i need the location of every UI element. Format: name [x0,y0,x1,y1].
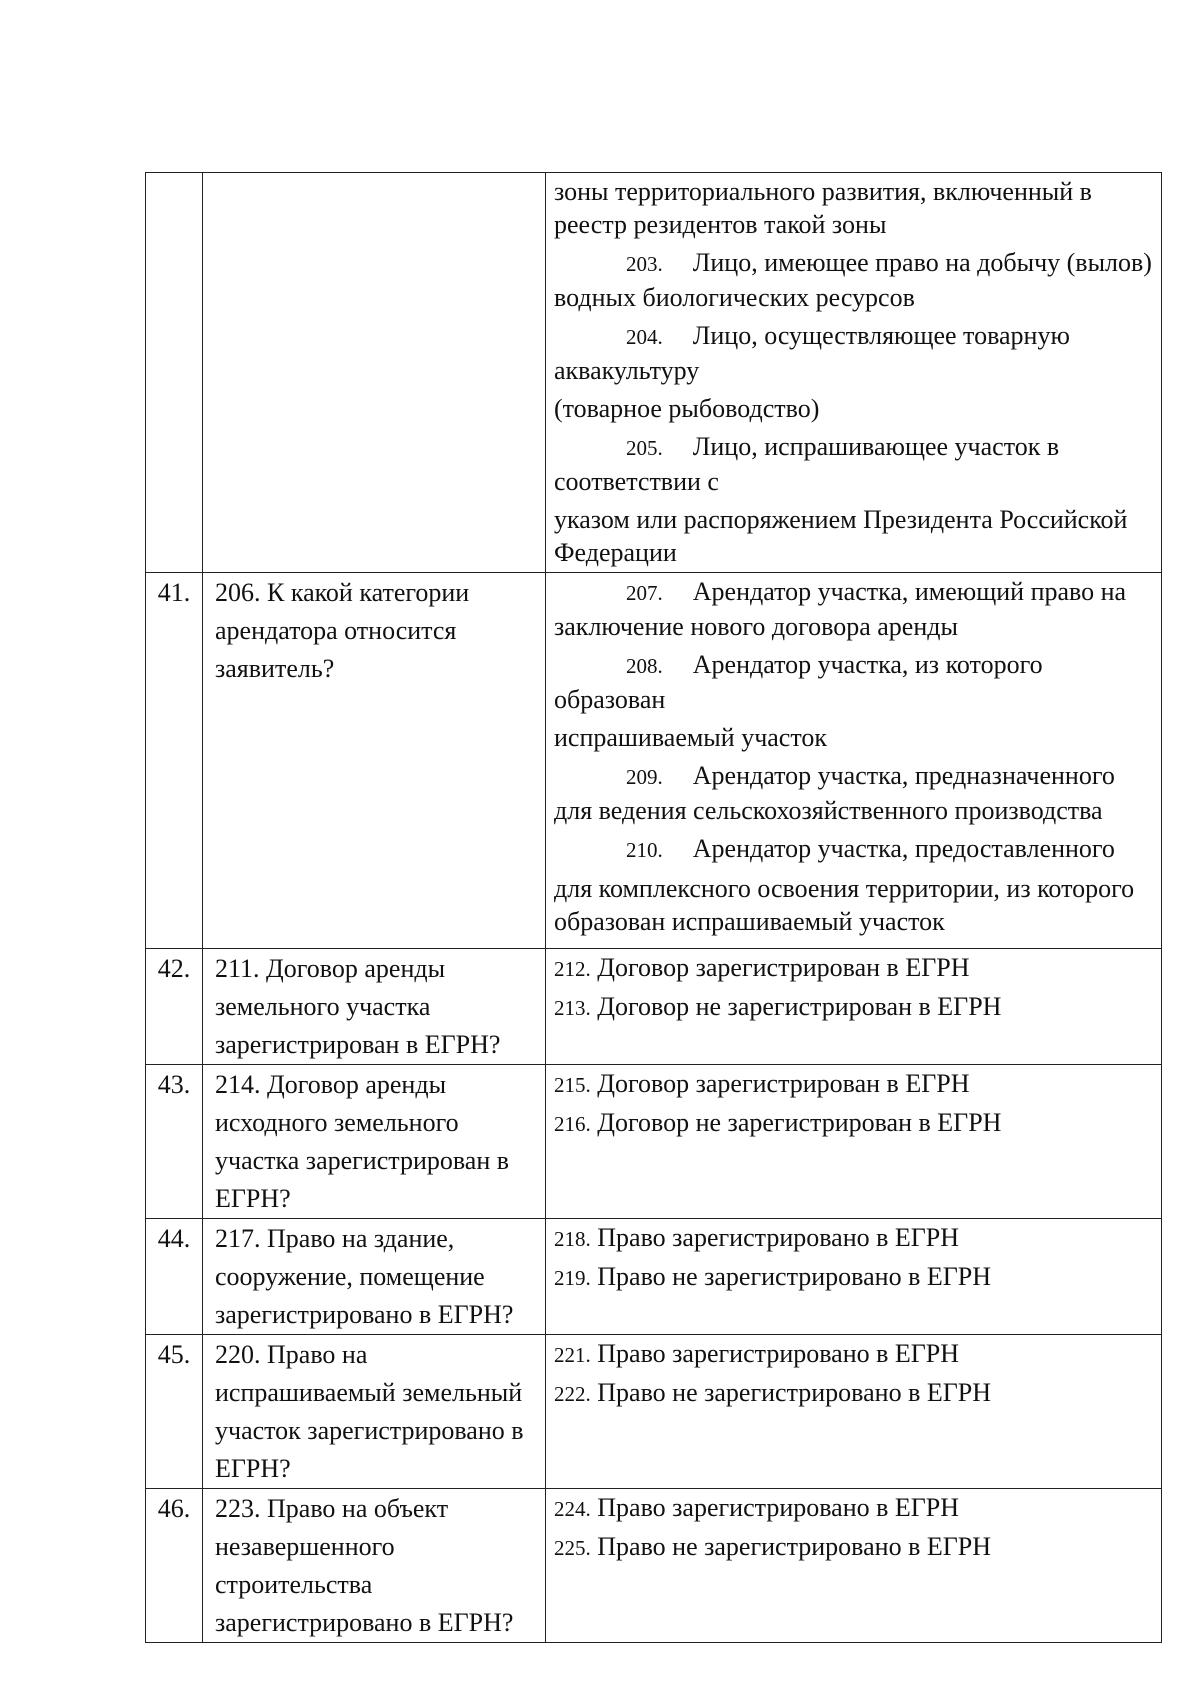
answer-text: Арендатор участка, предназначенного для ведения сельскохозяйственного производства [554,761,1115,825]
answer-list [546,573,1162,949]
answer-number: 213. [554,996,591,1020]
answer-option [554,719,1159,757]
answer-text: зоны территориального развития, включенный в реестр резидентов такой зоны [554,177,1092,239]
question-text [203,173,546,573]
answer-list [546,949,1162,1065]
answer-number: 224. [554,1497,591,1521]
answer-list [546,1065,1162,1219]
answer-text: Право не зарегистрировано в ЕГРН [597,1378,991,1407]
answer-number: 225. [554,1536,591,1560]
answer-option [554,1104,1159,1143]
answer-number: 222. [554,1382,591,1406]
answer-number: 209. [626,765,663,789]
answer-number: 203. [626,252,663,276]
question-text: 211. Договор аренды земельного участка зарегистрирован в ЕГРН? [203,949,546,1065]
answer-option [554,646,1159,719]
answer-option [554,1335,1159,1374]
answer-text: указом или распоряжением Президента Российской Федерации [554,505,1128,567]
table-row [146,1489,1162,1643]
row-number: 42. [146,949,203,1065]
answer-option [554,173,1159,244]
answer-text: испрашиваемый участок [554,723,827,752]
answer-option [554,1489,1159,1528]
answer-option [554,830,1159,870]
answer-text: Договор не зарегистрирован в ЕГРН [597,992,1002,1021]
table-row [146,1219,1162,1335]
answer-option [554,390,1159,428]
answer-option [554,1374,1159,1413]
answer-text: Право зарегистрировано в ЕГРН [597,1493,960,1522]
answer-option [554,1065,1159,1104]
answer-number: 207. [626,581,663,605]
answer-option [554,428,1159,501]
answer-text: Право не зарегистрировано в ЕГРН [597,1262,991,1291]
answer-option [554,988,1159,1027]
answer-text: Договор не зарегистрирован в ЕГРН [597,1108,1002,1137]
table-row [146,173,1162,573]
question-text: 214. Договор аренды исходного земельного участка зарегистрирован в ЕГРН? [203,1065,546,1219]
answer-text: Договор зарегистрирован в ЕГРН [597,953,970,982]
answer-option [554,870,1159,941]
answer-option [554,1219,1159,1258]
answer-text: Лицо, имеющее право на добычу (вылов) водных биологических ресурсов [554,248,1152,312]
answer-text: Арендатор участка, из которого образован [554,650,1043,714]
row-number: 44. [146,1219,203,1335]
question-text: 223. Право на объект незавершенного строительства зарегистрировано в ЕГРН? [203,1489,546,1643]
table-row [146,1335,1162,1489]
answer-text: Арендатор участка, предоставленного [692,834,1115,863]
answer-list [546,173,1162,573]
answer-number: 208. [626,654,663,678]
answer-text: Право зарегистрировано в ЕГРН [597,1223,960,1252]
answer-text: Право не зарегистрировано в ЕГРН [597,1532,991,1561]
answer-number: 216. [554,1112,591,1136]
answer-list [546,1219,1162,1335]
answer-list [546,1335,1162,1489]
answer-text: (товарное рыбоводство) [554,394,820,423]
answer-option [554,949,1159,988]
row-number: 43. [146,1065,203,1219]
answer-number: 215. [554,1073,591,1097]
answer-text: Лицо, испрашивающее участок в соответствии с [554,432,1060,496]
answer-option [554,317,1159,390]
answer-number: 221. [554,1343,591,1367]
question-text: 206. К какой категории арендатора относится заявитель? [203,573,546,949]
answer-list [546,1489,1162,1643]
answer-option [554,1528,1159,1567]
table-row [146,573,1162,949]
answer-text: Арендатор участка, имеющий право на заключение нового договора аренды [554,577,1127,641]
question-text: 220. Право на испрашиваемый земельный участок зарегистрировано в ЕГРН? [203,1335,546,1489]
answer-option [554,244,1159,317]
table-row [146,949,1162,1065]
answer-text: Договор зарегистрирован в ЕГРН [597,1069,970,1098]
table-row [146,1065,1162,1219]
answer-text: Лицо, осуществляющее товарную аквакультуру [554,321,1070,385]
questions-table [145,172,1162,1643]
answer-option [554,757,1159,830]
answer-text: для комплексного освоения территории, из которого образован испрашиваемый участок [554,874,1135,936]
row-number: 46. [146,1489,203,1643]
question-text: 217. Право на здание, сооружение, помещение зарегистрировано в ЕГРН? [203,1219,546,1335]
answer-number: 210. [626,838,663,862]
answer-number: 204. [626,325,663,349]
answer-text: Право зарегистрировано в ЕГРН [597,1339,960,1368]
row-number [146,173,203,573]
answer-option [554,1258,1159,1297]
row-number: 41. [146,573,203,949]
answer-number: 205. [626,436,663,460]
answer-option [554,573,1159,646]
row-number: 45. [146,1335,203,1489]
answer-number: 218. [554,1227,591,1251]
answer-number: 212. [554,957,591,981]
answer-number: 219. [554,1266,591,1290]
answer-option [554,501,1159,572]
